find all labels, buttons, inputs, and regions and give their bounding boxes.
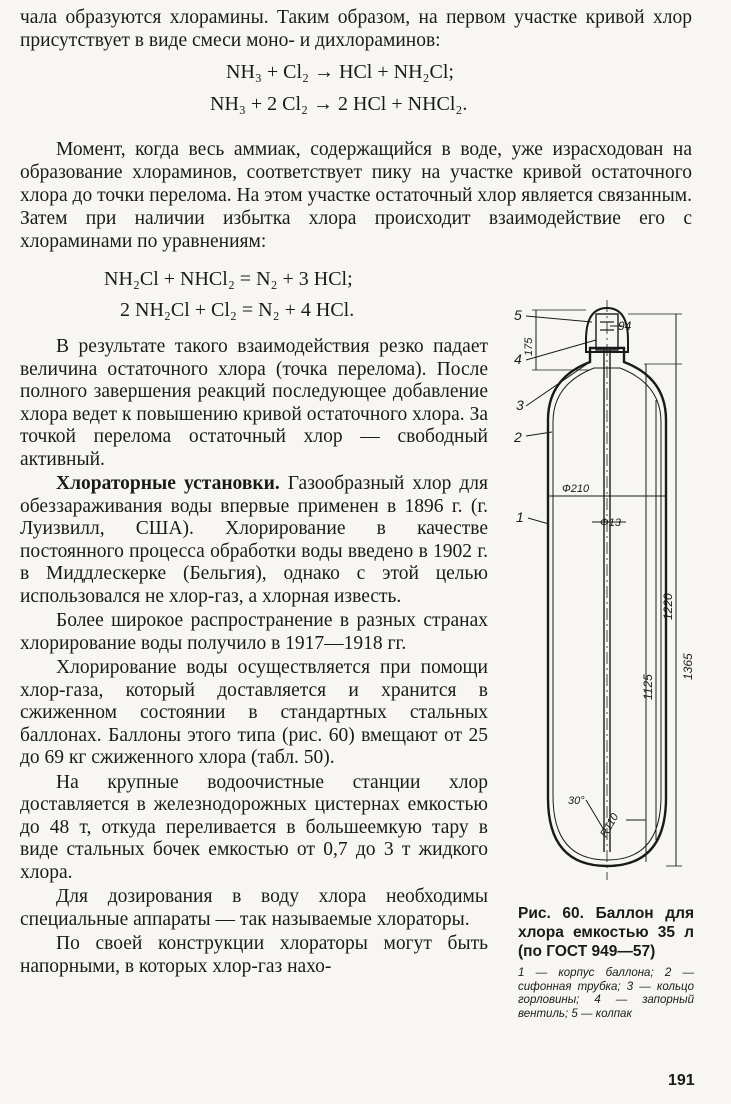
text-column xyxy=(20,336,488,978)
caption-legend: 1 — корпус баллона; 2 — сифонная трубка; 3 — кольцо горловины; 4 — запорный вентиль; 5 — колпак xyxy=(518,967,694,1020)
formula-2: NH₃ + 2 Cl₂ → 2 HCl + NHCl₂. xyxy=(210,93,468,115)
dim-1365: 1365 xyxy=(681,653,695,680)
page-number: 191 xyxy=(668,1072,695,1089)
label-1: 1 xyxy=(516,509,524,525)
dim-d210: Ф210 xyxy=(562,483,590,495)
formula-3: NH₂Cl + NHCl₂ = N₂ + 3 HCl; xyxy=(104,268,353,290)
paragraph-4: Хлораторные установки. Газообразный хлор для обеззараживания воды впервые применен в 1896 г. (г. Луизвилл, США). Хлорирование в качестве постоянного процесса обработки воды введено в 1902 г. в Миддлескерке (Бельгия), однако с этой целью использовался не хлор-газ, а хлорная известь. xyxy=(20,473,489,607)
dim-R110: R110 xyxy=(598,811,622,840)
paragraph-2: Момент, когда весь аммиак, содержащийся в воде, уже израсходован на образование хлораминов, соответствует пику на участке кривой остаточного хлора до точки перелома. На этом участке остаточный хлор является связанным. Затем при наличии избытка хлора происходит взаимодействие его с хлораминами по уравнениям: xyxy=(20,139,692,252)
dim-d13: Ф13 xyxy=(600,517,621,529)
paragraph-5: Более широкое распространение в разных странах хлорирование воды получило в 1917—1918 гг. xyxy=(20,610,488,654)
paragraph-8: Для дозирования в воду хлора необходимы специальные аппараты — так называемые хлораторы. xyxy=(20,886,488,930)
label-3: 3 xyxy=(516,397,524,413)
formula-4: 2 NH₂Cl + Cl₂ = N₂ + 4 HCl. xyxy=(120,299,355,321)
label-4: 4 xyxy=(514,351,522,367)
label-2: 2 xyxy=(514,429,522,445)
dim-94: 94 xyxy=(618,319,632,333)
formula-1: NH₃ + Cl₂ → HCl + NH₂Cl; xyxy=(226,61,454,83)
figure-caption xyxy=(518,904,694,1021)
cylinder-drawing xyxy=(496,300,708,880)
dim-1125: 1125 xyxy=(641,674,655,700)
paragraph-7: На крупные водоочистные станции хлор доставляется в железнодорожных цистернах емкостью до 48 т, откуда переливается в большеемкую тару в виде стальных бочек емкостью от 0,7 до 3 т жидкого хлора. xyxy=(20,771,488,883)
dim-175: 175 xyxy=(523,337,535,356)
dim-1220: 1220 xyxy=(661,593,675,620)
caption-title: Рис. 60. Баллон для хлора емкостью 35 л (по ГОСТ 949—57) xyxy=(518,905,694,960)
dim-30: 30° xyxy=(568,795,585,807)
label-5: 5 xyxy=(514,307,522,323)
paragraph-3: В результате такого взаимодействия резко падает величина остаточного хлора (точка перелома). После полного завершения реакций последующее добавление хлора ведет к повышению кривой остаточного хлора. За точкой перелома остаточный хлор — свободный активный. xyxy=(20,336,488,470)
paragraph-6: Хлорирование воды осуществляется при помощи хлор-газа, который доставляется и хранится в сжиженном состоянии в стандартных стальных баллонах. Баллоны этого типа (рис. 60) вмещают от 25 до 69 кг сжиженного хлора (табл. 50). xyxy=(20,657,488,768)
section-heading: Хлораторные установки. xyxy=(56,473,280,494)
paragraph-intro: чала образуются хлорамины. Таким образом, на первом участке кривой хлор присутствует в виде смеси моно- и дихлораминов: xyxy=(20,7,692,51)
paragraph-9: По своей конструкции хлораторы могут быть напорными, в которых хлор-газ нахо- xyxy=(20,933,488,977)
